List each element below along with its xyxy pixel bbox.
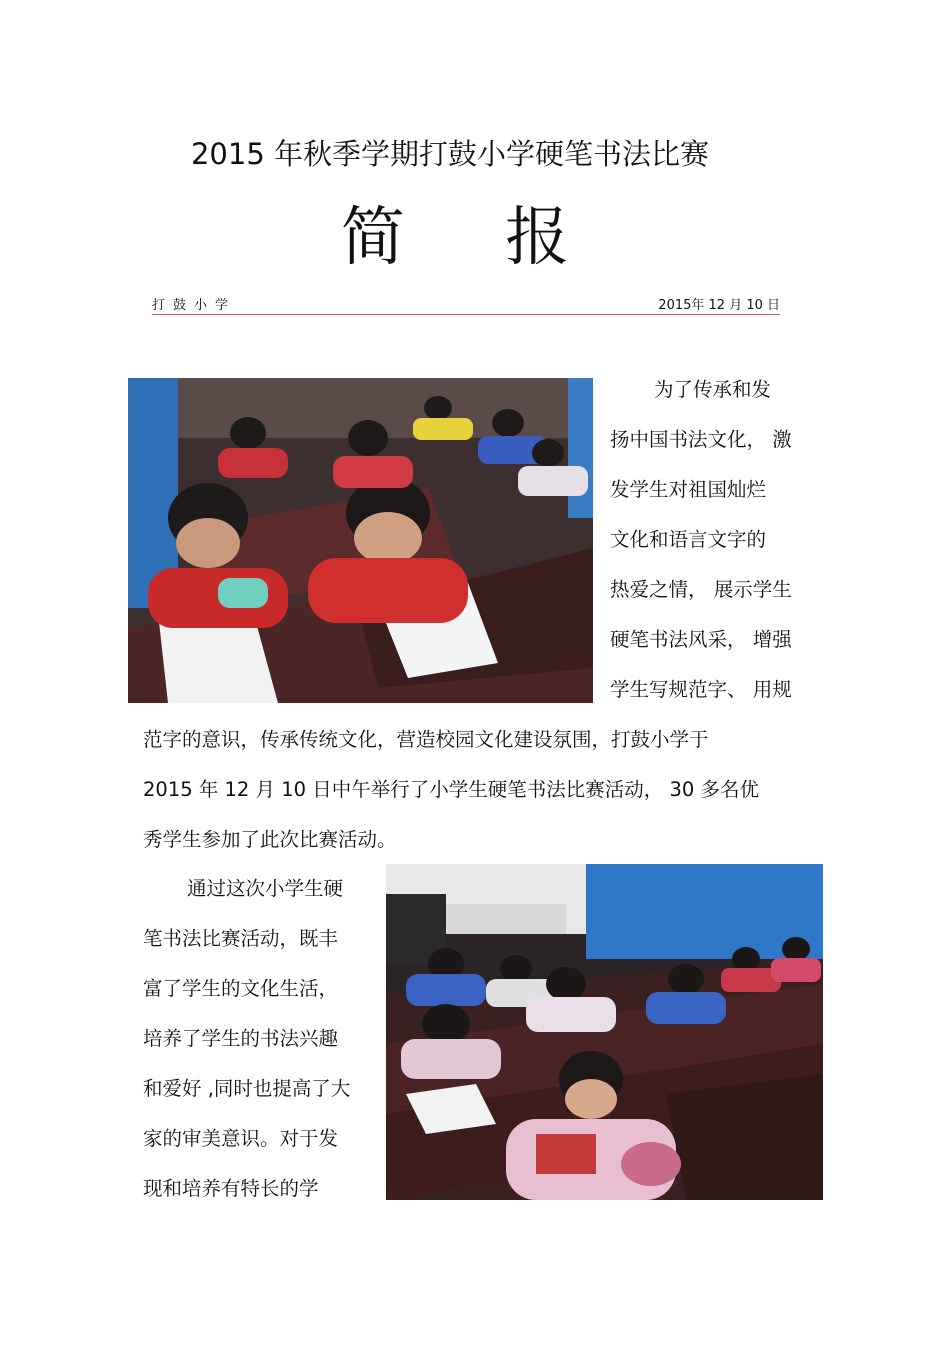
text-line: 热爱之情， 展示学生 (610, 578, 792, 601)
text-line: 文化和语言文字的 (610, 528, 767, 551)
text-line: 发学生对祖国灿烂 (610, 478, 767, 501)
classroom-photo-wide-image (386, 864, 823, 1200)
text-line: 秀学生参加了此次比赛活动。 (143, 828, 397, 851)
report-date: 2015年 12 月 10 日 (658, 298, 780, 313)
report-title: 2015 年秋季学期打鼓小学硬笔书法比赛 (190, 137, 710, 171)
text-line: 家的审美意识。对于发 (143, 1127, 339, 1150)
text-line: 现和培养有特长的学 (143, 1177, 319, 1200)
text-line: 培养了学生的书法兴趣 (143, 1027, 339, 1050)
classroom-photo-closeup (128, 378, 593, 703)
text-line: 和爱好 ,同时也提高了大 (143, 1077, 351, 1100)
text-line: 2015 年 12 月 10 日中午举行了小学生硬笔书法比赛活动， 30 多名优 (143, 778, 759, 801)
text-line: 富了学生的文化生活， (143, 977, 339, 1000)
classroom-photo-closeup-image (128, 378, 593, 703)
report-big-title: 简 报 (340, 201, 610, 275)
text-line: 通过这次小学生硬 (187, 877, 344, 900)
text-line: 笔书法比赛活动，既丰 (143, 927, 339, 950)
organization-name: 打鼓小学 (152, 298, 237, 313)
classroom-photo-wide (386, 864, 823, 1200)
text-line: 扬中国书法文化， 激 (610, 428, 792, 451)
text-line: 范字的意识，传承传统文化，营造校园文化建设氛围，打鼓小学于 (143, 728, 709, 751)
text-line: 硬笔书法风采， 增强 (610, 628, 792, 651)
text-line: 学生写规范字、 用规 (610, 678, 792, 701)
text-line: 为了传承和发 (654, 378, 772, 401)
section1-full-text (143, 715, 808, 865)
section1-side-text (610, 365, 810, 715)
header-meta-row (152, 292, 780, 315)
section2-side-text (143, 864, 375, 1214)
